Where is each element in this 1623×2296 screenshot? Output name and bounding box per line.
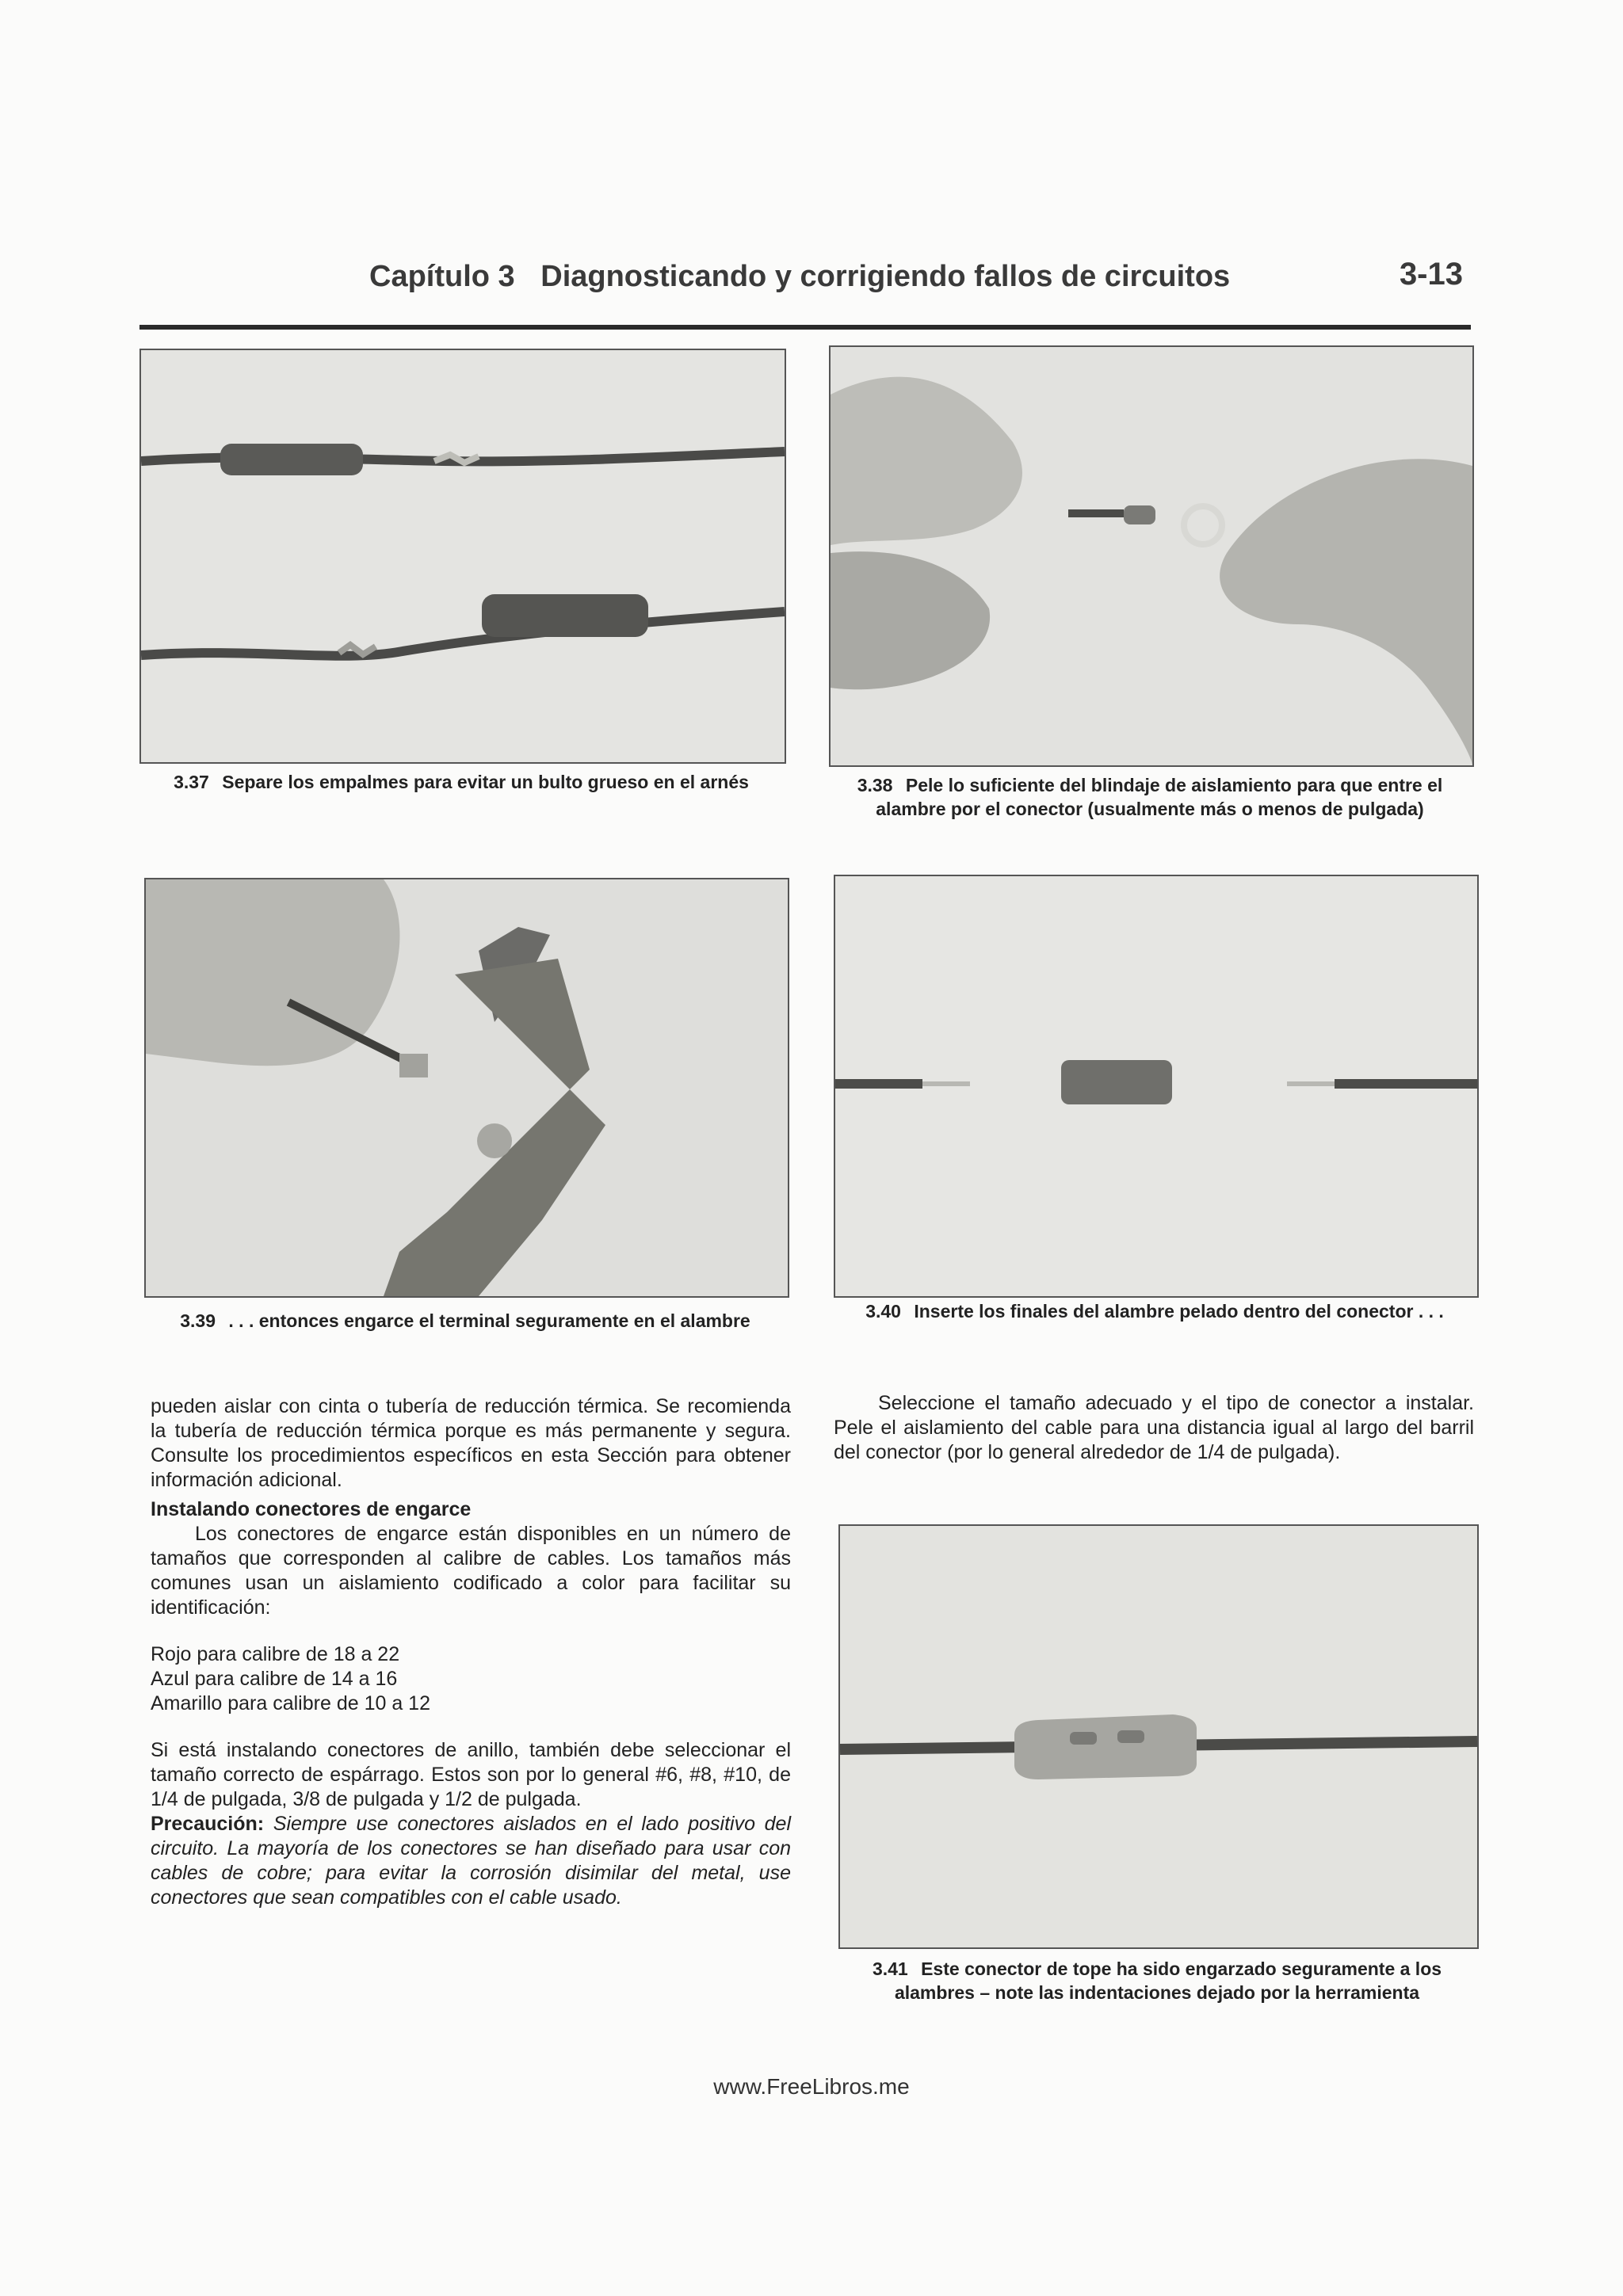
figure-caption-text: . . . entonces engarce el terminal seguramente en el alambre (228, 1310, 750, 1331)
paragraph: Seleccione el tamaño adecuado y el tipo de conector a instalar. Pele el aislamiento del cable para una distancia igual al largo del barril del conector (por lo general alrededor de 1/4 de pulgada). (834, 1392, 1474, 1463)
spliced-wires-illustration (141, 350, 785, 762)
list-item: Azul para calibre de 14 a 16 (151, 1668, 398, 1690)
caption-3-38 (829, 773, 1471, 821)
chapter-heading (369, 260, 1230, 294)
caption-3-40 (834, 1299, 1476, 1323)
list-item: Rojo para calibre de 18 a 22 (151, 1643, 400, 1665)
figure-caption-text: Pele lo suficiente del blindaje de aislamiento para que entre el alambre por el conector (usualmente más o menos de pulgada) (876, 775, 1443, 819)
chapter-number: Capítulo 3 (369, 260, 515, 293)
figure-number: 3.38 (857, 775, 893, 795)
caution-text: Siempre use conectores aislados en el lado positivo del circuito. La mayoría de los conectores se han diseñado para usar con cables de cobre; para evitar la corrosión disimilar del metal, use conectores que sean compatibles con el cable usado. (151, 1813, 792, 1909)
photo-3-40 (834, 875, 1479, 1298)
right-column-text (834, 1391, 1474, 1465)
photo-3-41 (838, 1524, 1479, 1949)
chapter-title: Diagnosticando y corrigiendo fallos de circuitos (540, 260, 1231, 293)
caution-label: Precaución: (151, 1813, 265, 1835)
figure-number: 3.40 (865, 1301, 901, 1322)
footer-url: www.FreeLibros.me (713, 2074, 910, 2099)
caption-3-39 (144, 1309, 786, 1333)
figure-caption-text: Inserte los finales del alambre pelado dentro del conector . . . (914, 1301, 1444, 1322)
hands-stripping-wire-illustration (831, 347, 1472, 765)
photo-3-38 (829, 345, 1474, 767)
figure-number: 3.41 (872, 1958, 908, 1979)
page-number: 3-13 (1399, 257, 1463, 292)
section-subheading: Instalando conectores de engarce (151, 1498, 472, 1520)
left-column-text (151, 1394, 791, 1910)
wires-in-connector-illustration (835, 876, 1477, 1296)
figure-caption-text: Separe los empalmes para evitar un bulto grueso en el arnés (222, 772, 749, 792)
crimped-butt-connector-illustration (840, 1526, 1477, 1947)
photo-3-39 (144, 878, 789, 1298)
paragraph: Los conectores de engarce están disponibles en un número de tamaños que corresponden al calibre de cables. Los tamaños más comunes usan un aislamiento codificado a color para facilitar su identificación: (151, 1523, 791, 1619)
figure-caption-text: Este conector de tope ha sido engarzado seguramente a los alambres – note las indentaciones dejado por la herramienta (894, 1958, 1442, 2003)
photo-3-37 (139, 349, 786, 764)
paragraph: Si está instalando conectores de anillo, también debe seleccionar el tamaño correcto de espárrago. Estos son por lo general #6, #8, #10, de 1/4 de pulgada, 3/8 de pulgada y 1/2 de pulgada. (151, 1739, 791, 1810)
crimping-tool-illustration (146, 879, 788, 1296)
caption-3-41 (838, 1957, 1476, 2004)
figure-number: 3.37 (174, 772, 209, 792)
page-header (139, 257, 1471, 330)
figure-number: 3.39 (180, 1310, 216, 1331)
paragraph: pueden aislar con cinta o tubería de reducción térmica. Se recomienda la tubería de reducción térmica porque es más permanente y segura. Consulte los procedimientos específicos en esta Sección para obtener información adicional. (151, 1395, 791, 1491)
caption-3-37 (139, 770, 783, 794)
caution-paragraph (151, 1812, 791, 1910)
list-item: Amarillo para calibre de 10 a 12 (151, 1692, 430, 1714)
